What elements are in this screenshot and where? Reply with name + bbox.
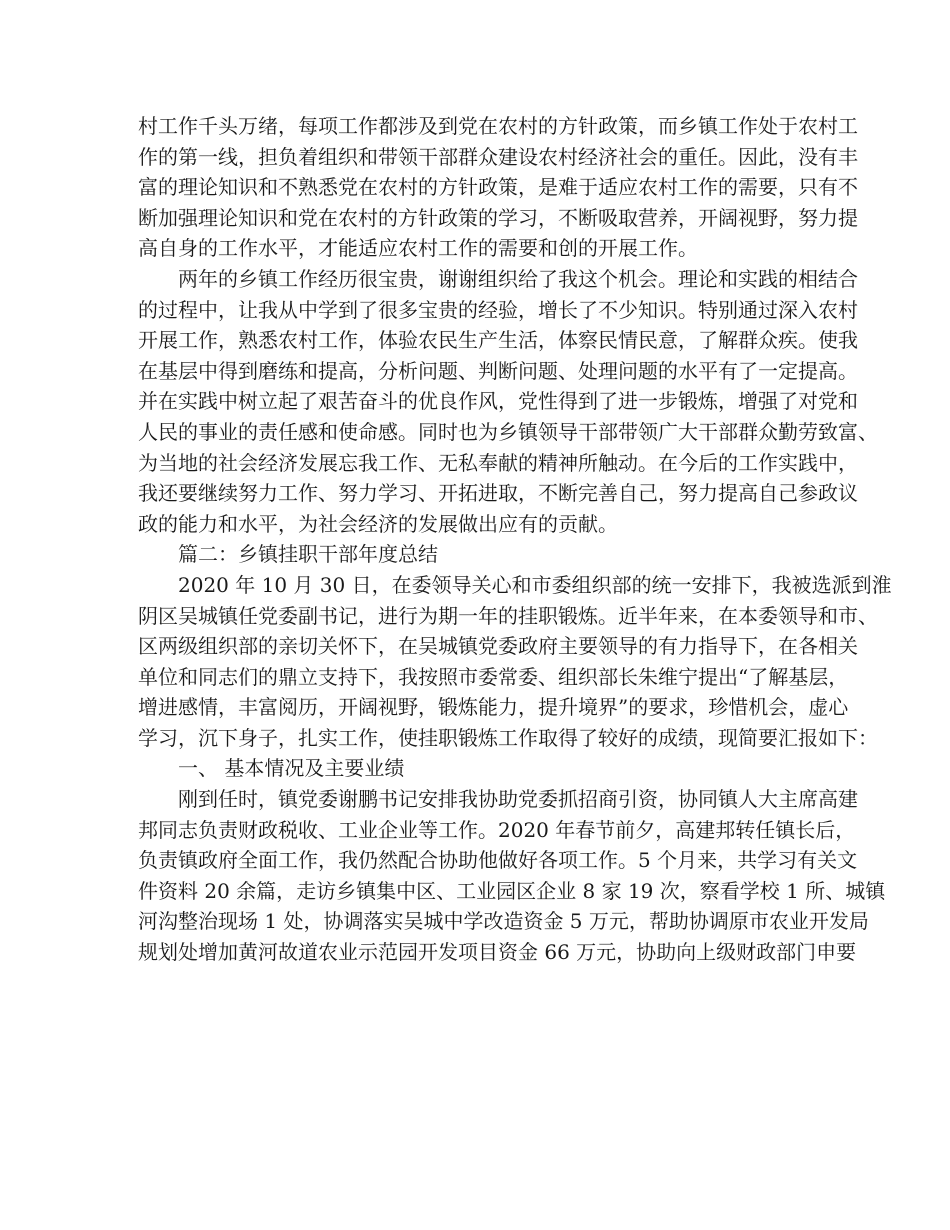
text-line: 增进感情，丰富阅历，开阔视野，锻炼能力，提升境界”的要求，珍惜机会，虚心 [138,695,849,720]
text-line: 2020 年 10 月 30 日，在委领导关心和市委组织部的统一安排下，我被选派到淮 [178,572,892,597]
text-line: 邦同志负责财政税收、工业企业等工作。2020 年春节前夕，高建邦转任镇长后， [138,817,856,842]
text-line: 规划处增加黄河故道农业示范园开发项目资金 66 万元，协助向上级财政部门申要 [138,940,857,965]
text-line: 村工作千头万绪，每项工作都涉及到党在农村的方针政策，而乡镇工作处于农村工 [138,114,858,138]
document-body [138,111,892,968]
text-line: 学习，沉下身子，扎实工作，使挂职锻炼工作取得了较好的成绩，现简要汇报如下： [138,725,878,750]
text-line: 刚到任时，镇党委谢鹏书记安排我协助党委抓招商引资，协同镇人大主席高建 [178,787,858,812]
text-line: 一、 基本情况及主要业绩 [178,756,405,781]
text-line: 区两级组织部的亲切关怀下，在吴城镇党委政府主要领导的有力指导下，在各相关 [138,634,858,659]
text-line: 为当地的社会经济发展忘我工作、无私奉献的精神所触动。在今后的工作实践中， [138,450,858,475]
text-line: 单位和同志们的鼎立支持下，我按照市委常委、组织部长朱维宁提出“了解基层， [138,664,849,689]
text-line: 并在实践中树立起了艰苦奋斗的优良作风，党性得到了进一步锻炼，增强了对党和 [138,389,858,414]
text-line: 人民的事业的责任感和使命感。同时也为乡镇领导干部带领广大干部群众勤劳致富、 [138,419,878,444]
text-line: 我还要继续努力工作、努力学习、开拓进取，不断完善自己，努力提高自己参政议 [138,481,858,506]
text-line: 两年的乡镇工作经历很宝贵，谢谢组织给了我这个机会。理论和实践的相结合 [178,266,858,291]
text-line: 河沟整治现场 1 处，协调落实吴城中学改造资金 5 万元，帮助协调原市农业开发局 [138,909,869,934]
text-line: 阴区吴城镇任党委副书记，进行为期一年的挂职锻炼。近半年来，在本委领导和市、 [138,603,878,628]
text-line: 开展工作，熟悉农村工作，体验农民生产生活，体察民情民意，了解群众疾。使我 [138,328,858,353]
text-line: 作的第一线，担负着组织和带领干部群众建设农村经济社会的重任。因此，没有丰 [138,144,858,169]
text-line: 断加强理论知识和党在农村的方针政策的学习，不断吸取营养，开阔视野，努力提 [138,205,858,230]
text-line: 件资料 20 余篇，走访乡镇集中区、工业园区企业 8 家 19 次，察看学校 1 所、城镇 [138,878,886,903]
text-line: 负责镇政府全面工作，我仍然配合协助他做好各项工作。5 个月来，共学习有关文 [138,848,858,873]
text-line: 政的能力和水平，为社会经济的发展做出应有的贡献。 [138,511,618,536]
text-line: 高自身的工作水平，才能适应农村工作的需要和创的开展工作。 [138,236,698,261]
text-line: 篇二：乡镇挂职干部年度总结 [178,542,438,567]
text-line: 在基层中得到磨练和提高，分析问题、判断问题、处理问题的水平有了一定提高。 [138,358,858,383]
text-line: 富的理论知识和不熟悉党在农村的方针政策，是难于适应农村工作的需要，只有不 [138,175,858,200]
text-line: 的过程中，让我从中学到了很多宝贵的经验，增长了不少知识。特别通过深入农村 [138,297,858,322]
